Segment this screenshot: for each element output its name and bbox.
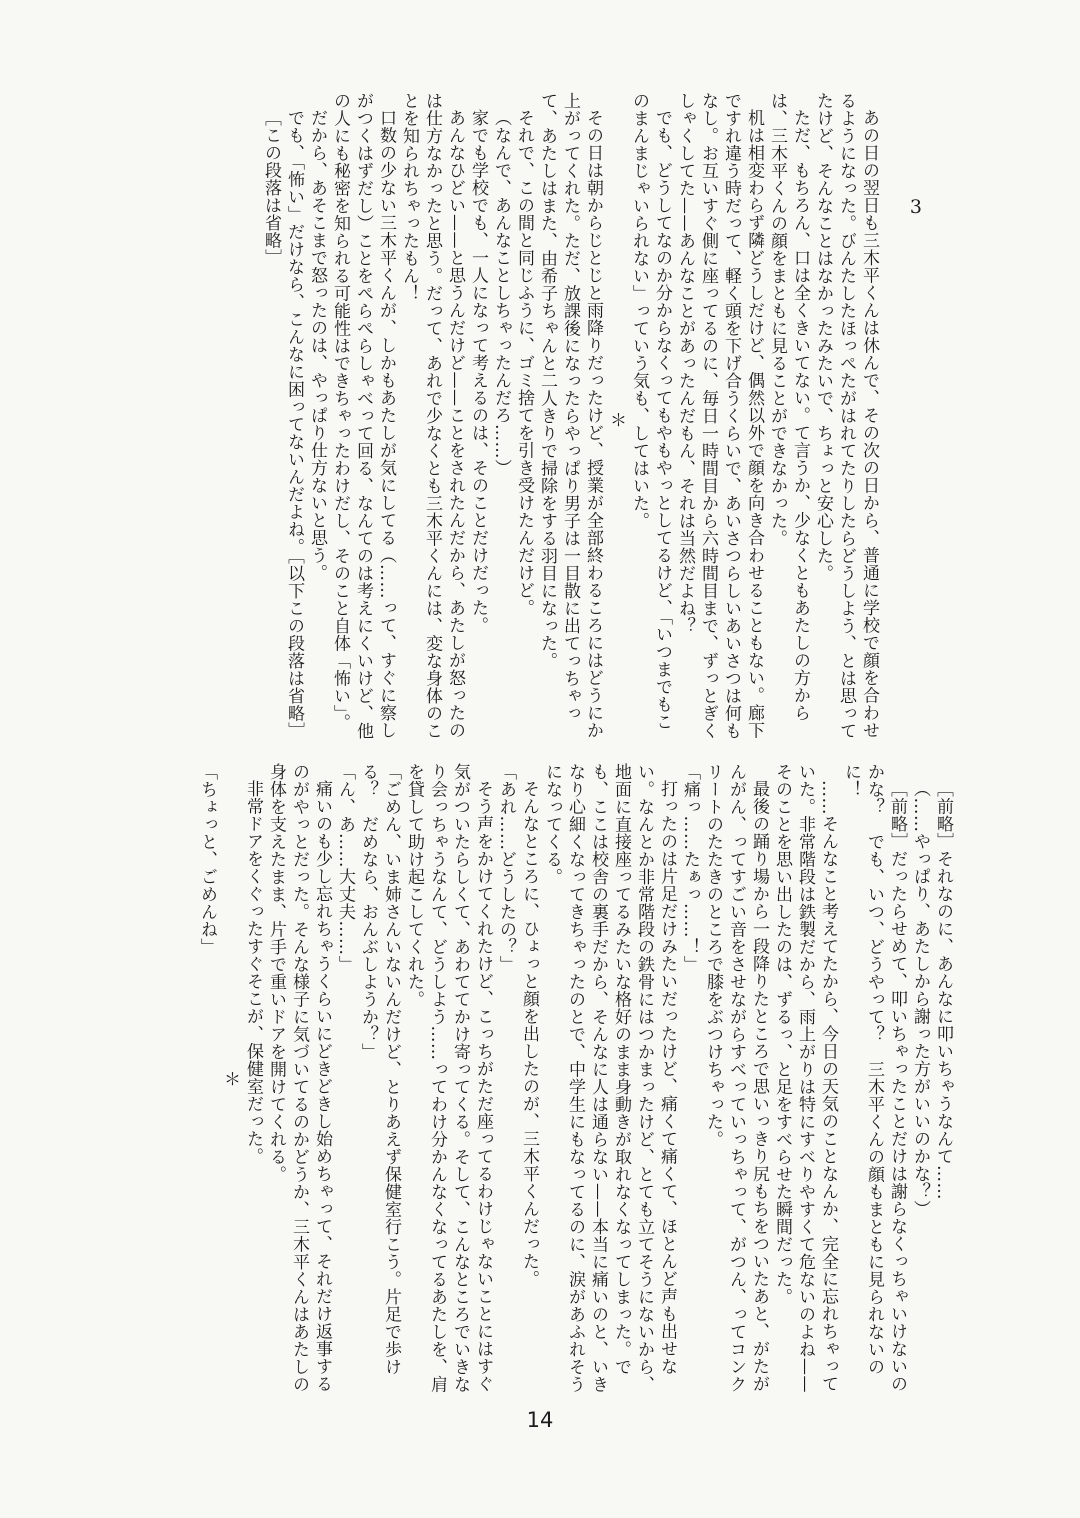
paragraph: 家でも学校でも、一人になって考えるのは、そのことだけだった。 <box>468 109 488 634</box>
paragraph: そう声をかけてくれたけど、こっちがただ座ってるわけじゃないことにはすぐ気がついたらしくて、あわててかけ寄ってくる。そして、こんなところでいきなり会っちゃうなんて、どうしよう……ってわけ分かんなくなってるあたしを、肩を貸して助け起こしてくれた。 <box>404 763 493 1393</box>
dialogue-line: 「ん、あ……大丈夫……」 <box>335 763 355 973</box>
lower-text-block <box>195 763 954 1395</box>
paragraph: その日は朝からじとじと雨降りだったけど、授業が全部終わるころにはどうにか上がってくれた。ただ、放課後になったらやっぱり男子は一目散に出てっちゃって、あたしはまた、由希子ちゃんと二人きりで掃除をする羽目になった。 <box>537 92 603 739</box>
paragraph: でも、どうしてなのか分からなくってもやもやっとしてるけど、「いつまでもこのまんまじゃいられない」っていう気も、してはいた。 <box>629 92 672 731</box>
paragraph: あの日の翌日も三木平くんは休んで、その次の日から、普通に学校で顔を合わせるようになった。びんたしたほっぺたがはれてたりしたらどうしよう、とは思ってたけど、そんなことはなかったみたいで、ちょっと安心した。 <box>813 92 879 740</box>
paragraph: ［前略］だったらせめて、叩いちゃったことだけは謝らなくっちゃいけないのかな？ でも、いつ、どうやって？ 三木平くんの顔もまともに見られないのに！ <box>841 763 907 1393</box>
dialogue-line: 「ごめん、いま姉さんいないんだけど、とりあえず保健室行こう。片足で歩ける？ だめなら、おんぶしようか？」 <box>358 763 401 1376</box>
paragraph: それで、この間と同じふうに、ゴミ捨てを引き受けたんだけど。 <box>514 109 534 617</box>
paragraph: （なんで、あんなことしちゃったんだろ……） <box>491 109 511 477</box>
paragraph: ［この段落は省略］ <box>261 109 281 267</box>
section-separator: ＊ <box>220 1070 240 1088</box>
page-number: 14 <box>526 1408 554 1432</box>
section-number: 3 <box>909 196 922 218</box>
paragraph: だから、あそこまで怒ったのは、やっぱり仕方ないと思う。 <box>307 109 327 582</box>
section-separator: ＊ <box>606 410 626 429</box>
upper-text-block <box>259 92 880 747</box>
paragraph: そんなところに、ひょっと顔を出したのが、三木平くんだった。 <box>519 780 539 1288</box>
dialogue-line: 「あれ……どうしたの？」 <box>496 763 516 973</box>
paragraph: ［前略］それなのに、あんなに叩いちゃうなんて…… <box>933 780 953 1200</box>
paragraph: （……やっぱり、あたしから謝った方がいいのかな？） <box>910 780 930 1218</box>
paragraph: 非常ドアをくぐったすぐそこが、保健室だった。 <box>243 780 263 1165</box>
paragraph: 痛いのも少し忘れちゃうくらいにどきどきし始めちゃって、それだけ返事するのがやっとだった。そんな様子に気づいてるのかどうか、三木平くんはあたしの身体を支えたまま、片手で重いドアを開けてくれる。 <box>266 763 332 1393</box>
paragraph: 打ったのは片足だけみたいだったけど、痛くて痛くて、ほとんど声も出せない。なんとか非常階段の鉄骨にはつかまったけど、とても立てそうにないから、地面に直接座ってるみたいな格好のまま身動きが取れなくなってしまった。でも、ここは校舎の裏手だから、そんなに人は通らない——本当に痛いのと、いきなり心細くなってきちゃったのとで、中学生にもなってるのに、涙があふれそうになってくる。 <box>542 763 677 1393</box>
paragraph: 机は相変わらず隣どうしだけど、偶然以外で顔を向き合わせることもない。廊下ですれ違う時だって、軽く頭を下げ合うくらいで、あいさつらしいあいさつは何もなし。お互いすぐ側に座ってるのに、毎日一時間目から六時間目まで、ずっとぎくしゃくしてた——あんなことがあったんだもん、それは当然だよね？ <box>675 92 764 740</box>
paragraph: 最後の踊り場から一段降りたところで思いっきり尻もちをついたあと、がたがんがん、ってすごい音をさせながらすべっていっちゃって、がつん、ってコンクリートのたたきのところで膝をぶつけちゃった。 <box>703 763 769 1393</box>
paragraph: 口数の少ない三木平くんが、しかもあたしが気にしてる（……って、すぐに察しがつくはずだし）ことをぺらぺらしゃべって回る、なんてのは考えにくいけど、他の人にも秘密を知られる可能性はできちゃったわけだし、そのこと自体「怖い」。 <box>330 92 396 740</box>
paragraph: でも、「怖い」だけなら、こんなに困ってないんだよね。［以下この段落は省略］ <box>284 109 304 740</box>
paragraph: ただ、もちろん、口は全くきいてない。て言うか、少なくともあたしの方からは、三木平くんの顔をまともに見ることができなかった。 <box>767 92 810 722</box>
dialogue-line: 「痛っ……たぁっ……！」 <box>680 763 700 973</box>
paragraph: ……そんなこと考えてたから、今日の天気のことなんか、完全に忘れちゃっていた。非常階段は鉄製だから、雨上がりは特にすべりやすくて危ないのよね——そのことを思い出したのは、ずるっ、と足をすべらせた瞬間だった。 <box>772 763 838 1393</box>
paragraph: あんなひどい——と思うんだけど——ことをされたんだから、あたしが怒ったのは仕方なかったと思う。だって、あれで少なくとも三木平くんには、変な身体のことを知られちゃったもん！ <box>399 92 465 740</box>
dialogue-line: 「ちょっと、ごめんね」 <box>197 763 217 956</box>
